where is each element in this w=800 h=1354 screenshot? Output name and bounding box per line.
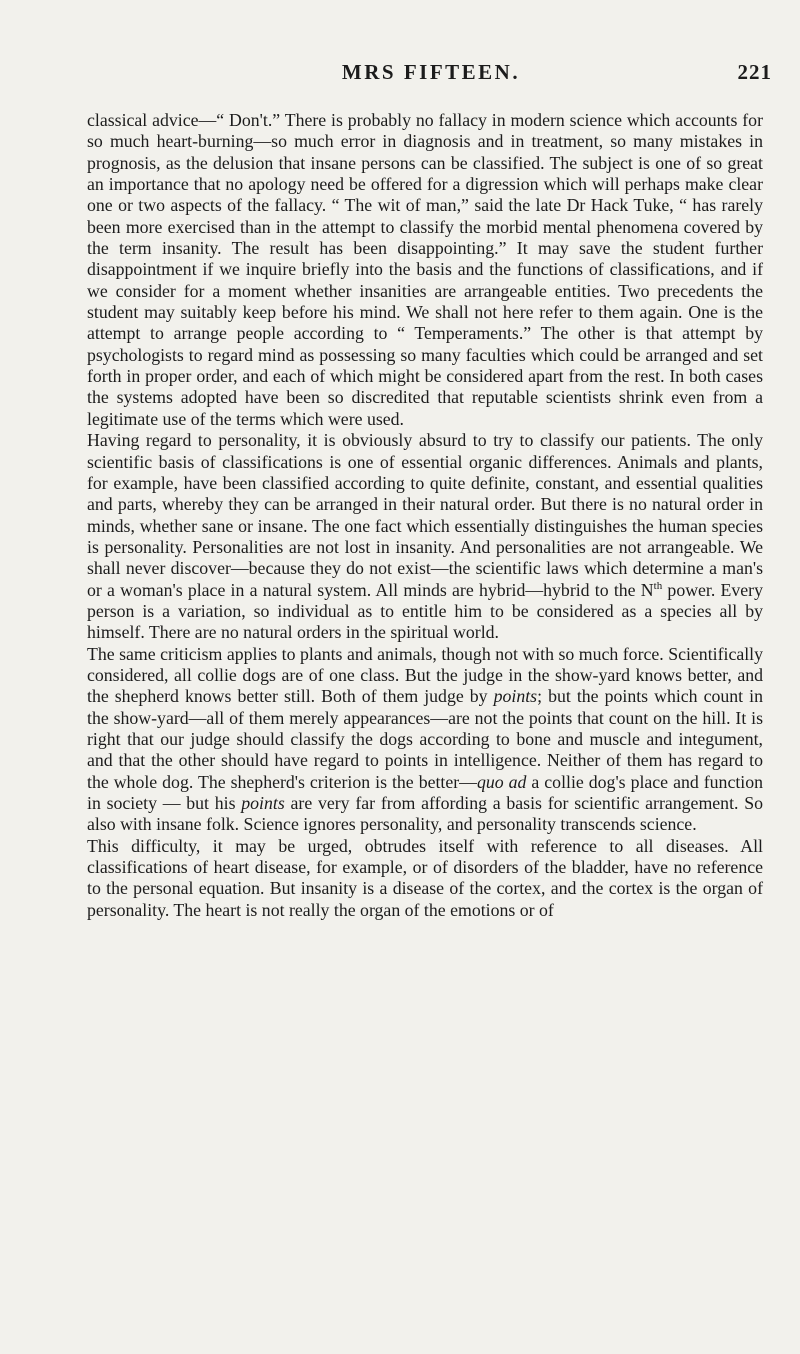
italic-text: quo ad (476, 771, 527, 792)
italic-text: points (493, 686, 538, 707)
text-run: The same criticism applies to plants and animals, though not with so much force. Scientifically considered, all collie dogs are of one class. But the judge in the show-yard knows better, and the shepherd knows better still. Both of them judge by (87, 643, 763, 707)
body-text (87, 110, 763, 921)
text-run: a collie dog's place and function in society — but his (87, 771, 763, 813)
superscript-text: th (653, 579, 663, 592)
italic-text: points (241, 793, 285, 813)
text-run: are very far from affording a basis for scientific arrangement. So also with insane folk. Science ignores personality, and personality transcends science. (87, 793, 763, 835)
running-title: MRS FIFTEEN. (341, 60, 521, 84)
paragraph (87, 836, 763, 921)
text-run: This difficulty, it may be urged, obtrudes itself with reference to all diseases. All classifications of heart disease, for example, or of disorders of the bladder, have no reference to the personal equation. But insanity is a disease of the cortex, and the cortex is the organ of personality. The heart is not really the organ of the emotions or of (87, 835, 763, 920)
running-head (90, 60, 772, 88)
paragraph (87, 110, 763, 430)
text-run: power. Every person is a variation, so individual as to entitle him to be considered as a species all by himself. There are no natural orders in the spiritual world. (87, 579, 763, 643)
page-number: 221 (737, 60, 772, 84)
text-run: ; but the points which count in the show-yard—all of them merely appearances—are not the points that count on the hill. It is right that our judge should classify the dogs according to bone and muscle and integument, and that the other should have regard to points in intelligence. Neither of them has regard to the whole dog. The shepherd's criterion is the better— (87, 686, 763, 792)
paragraph (87, 430, 763, 643)
text-run: classical advice—“ Don't.” There is probably no fallacy in modern science which accounts for so much heart-burning—so much error in diagnosis and in treatment, so many mistakes in prognosis, as the delusion that insane persons can be classified. The subject is one of so great an importance that no apology need be offered for a digression which will perhaps make clear one or two aspects of the fallacy. “ The wit of man,” said the late Dr Hack Tuke, “ has rarely been more exercised than in the attempt to classify the morbid mental phenomena covered by the term insanity. The result has been disappointing.” It may save the student further disappointment if we inquire briefly into the basis and the functions of classifications, and if we consider for a moment whether insanities are arrangeable entities. Two precedents the student may suitably keep before his mind. We shall not here refer to them again. One is the attempt to arrange people according to “ Temperaments.” The other is that attempt by psychologists to regard mind as possessing so many faculties which could be arranged and set forth in proper order, and each of which might be considered apart from the rest. In both cases the systems adopted have been so discredited that reputable scientists shrink even from a legitimate use of the terms which were used. (87, 110, 763, 429)
text-run: Having regard to personality, it is obviously absurd to try to classify our patients. The only scientific basis of classifications is one of essential organic differences. Animals and plants, for example, have been classified according to quite definite, constant, and essential qualities and parts, whereby they can be arranged in their natural order. But there is no natural order in minds, whether sane or insane. The one fact which essentially distinguishes the human species is personality. Personalities are not lost in insanity. And personalities are not arrangeable. We shall never discover—because they do not exist—the scientific laws which determine a man's or a woman's place in a natural system. All minds are hybrid—hybrid to the N (87, 430, 763, 600)
paragraph (87, 644, 763, 836)
